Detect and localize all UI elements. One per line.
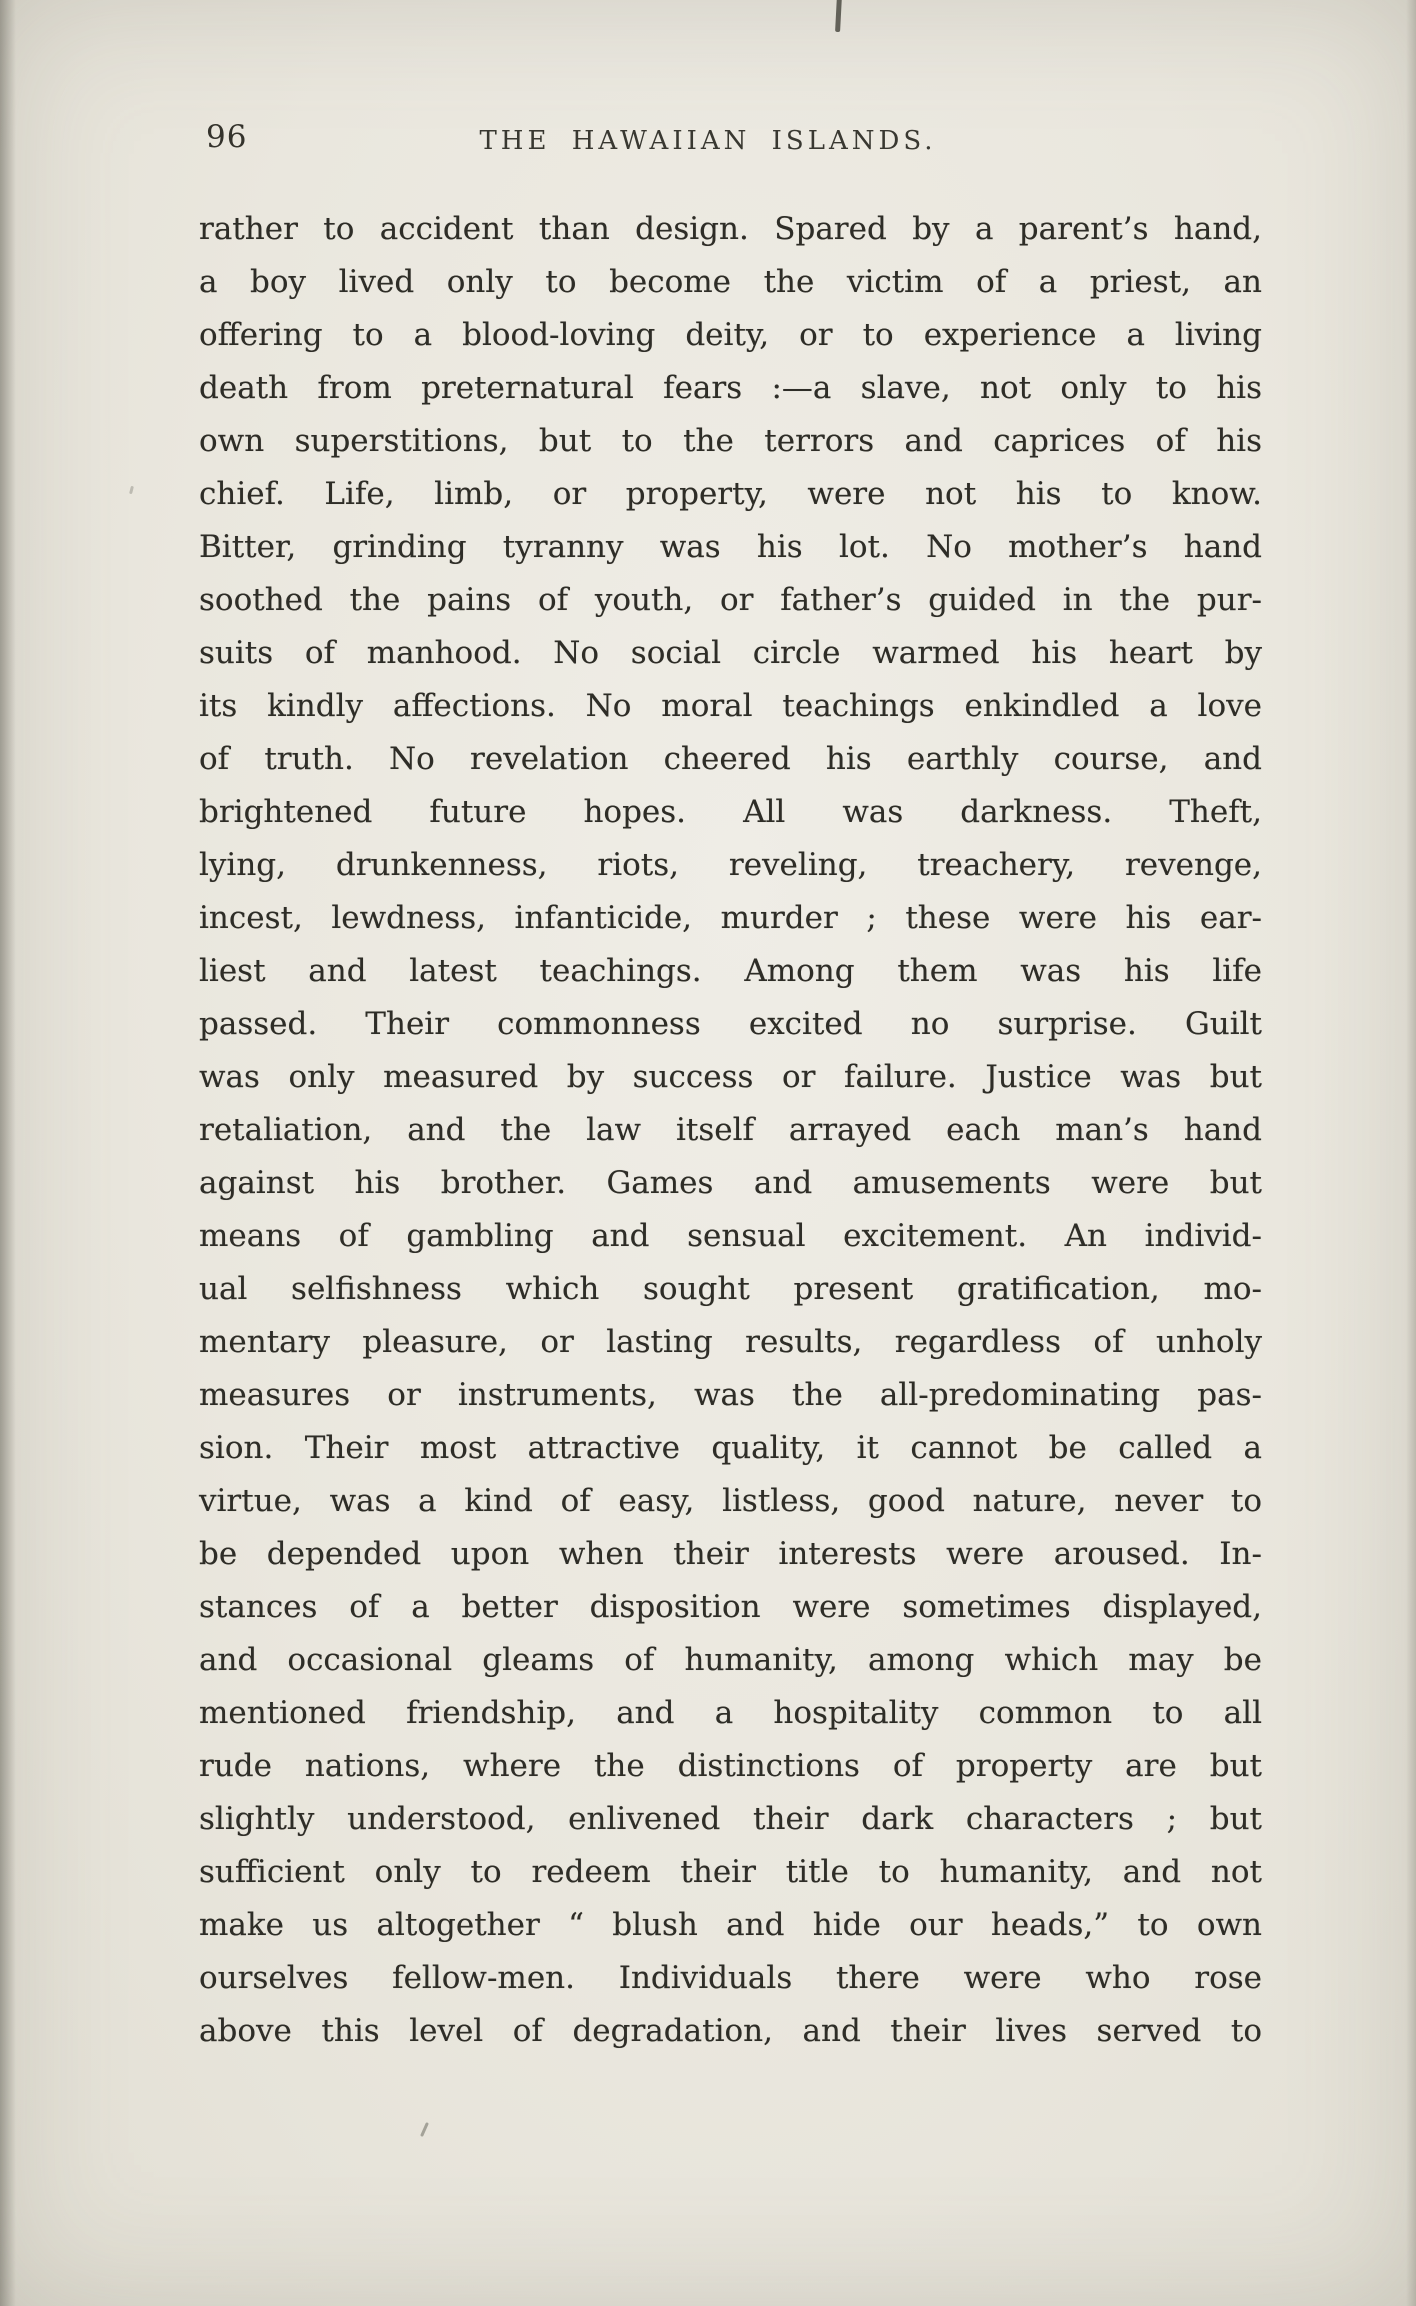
scan-artifact-speck: [129, 486, 134, 494]
body-text-line: sion. Their most attractive quality, it cannot be called a: [199, 1430, 1262, 1466]
body-text-line: its kindly affections. No moral teachings enkindled a love: [199, 688, 1262, 724]
body-text-line: against his brother. Games and amusements were but: [199, 1165, 1262, 1201]
body-text-line: of truth. No revelation cheered his earthly course, and: [199, 741, 1262, 777]
body-text-line: stances of a better disposition were sometimes displayed,: [199, 1589, 1262, 1625]
scan-right-edge-shadow: [1406, 0, 1416, 2306]
body-text-line: rude nations, where the distinctions of property are but: [199, 1748, 1262, 1784]
body-text-line: lying, drunkenness, riots, reveling, treachery, revenge,: [199, 847, 1262, 883]
body-text-line: be depended upon when their interests were aroused. In-: [199, 1536, 1262, 1572]
scan-artifact-speck: [420, 2122, 429, 2137]
running-title: THE HAWAIIAN ISLANDS.: [479, 126, 937, 156]
body-text-line: make us altogether “ blush and hide our heads,” to own: [199, 1907, 1262, 1943]
body-text-line: above this level of degradation, and their lives served to: [199, 2013, 1262, 2049]
body-text-line: soothed the pains of youth, or father’s guided in the pur-: [199, 582, 1262, 618]
scan-left-edge-shadow: [0, 0, 16, 2306]
body-text-line: death from preternatural fears :—a slave, not only to his: [199, 370, 1262, 406]
body-text-line: sufficient only to redeem their title to humanity, and not: [199, 1854, 1262, 1890]
body-text-line: suits of manhood. No social circle warmed his heart by: [199, 635, 1262, 671]
body-text-line: virtue, was a kind of easy, listless, good nature, never to: [199, 1483, 1262, 1519]
body-text-line: rather to accident than design. Spared by a parent’s hand,: [199, 211, 1262, 247]
body-text-line: measures or instruments, was the all-predominating pas-: [199, 1377, 1262, 1413]
body-text-line: Bitter, grinding tyranny was his lot. No mother’s hand: [199, 529, 1262, 565]
body-text-line: mentioned friendship, and a hospitality common to all: [199, 1695, 1262, 1731]
running-header: [0, 0, 1416, 180]
body-text-line: and occasional gleams of humanity, among which may be: [199, 1642, 1262, 1678]
body-text-line: was only measured by success or failure. Justice was but: [199, 1059, 1262, 1095]
page-number: 96: [206, 119, 248, 155]
body-text-line: chief. Life, limb, or property, were not his to know.: [199, 476, 1262, 512]
body-text-line: brightened future hopes. All was darkness. Theft,: [199, 794, 1262, 830]
body-text-line: liest and latest teachings. Among them was his life: [199, 953, 1262, 989]
page-body-text: [199, 203, 1262, 2058]
body-text-line: ual selfishness which sought present gratification, mo-: [199, 1271, 1262, 1307]
body-text-line: passed. Their commonness excited no surprise. Guilt: [199, 1006, 1262, 1042]
body-text-line: offering to a blood-loving deity, or to experience a living: [199, 317, 1262, 353]
body-text-line: retaliation, and the law itself arrayed each man’s hand: [199, 1112, 1262, 1148]
body-text-line: a boy lived only to become the victim of a priest, an: [199, 264, 1262, 300]
body-text-line: incest, lewdness, infanticide, murder ; these were his ear-: [199, 900, 1262, 936]
body-text-line: own superstitions, but to the terrors and caprices of his: [199, 423, 1262, 459]
body-text-line: mentary pleasure, or lasting results, regardless of unholy: [199, 1324, 1262, 1360]
body-text-line: means of gambling and sensual excitement. An individ-: [199, 1218, 1262, 1254]
body-text-line: slightly understood, enlivened their dark characters ; but: [199, 1801, 1262, 1837]
body-text-line: ourselves fellow-men. Individuals there were who rose: [199, 1960, 1262, 1996]
